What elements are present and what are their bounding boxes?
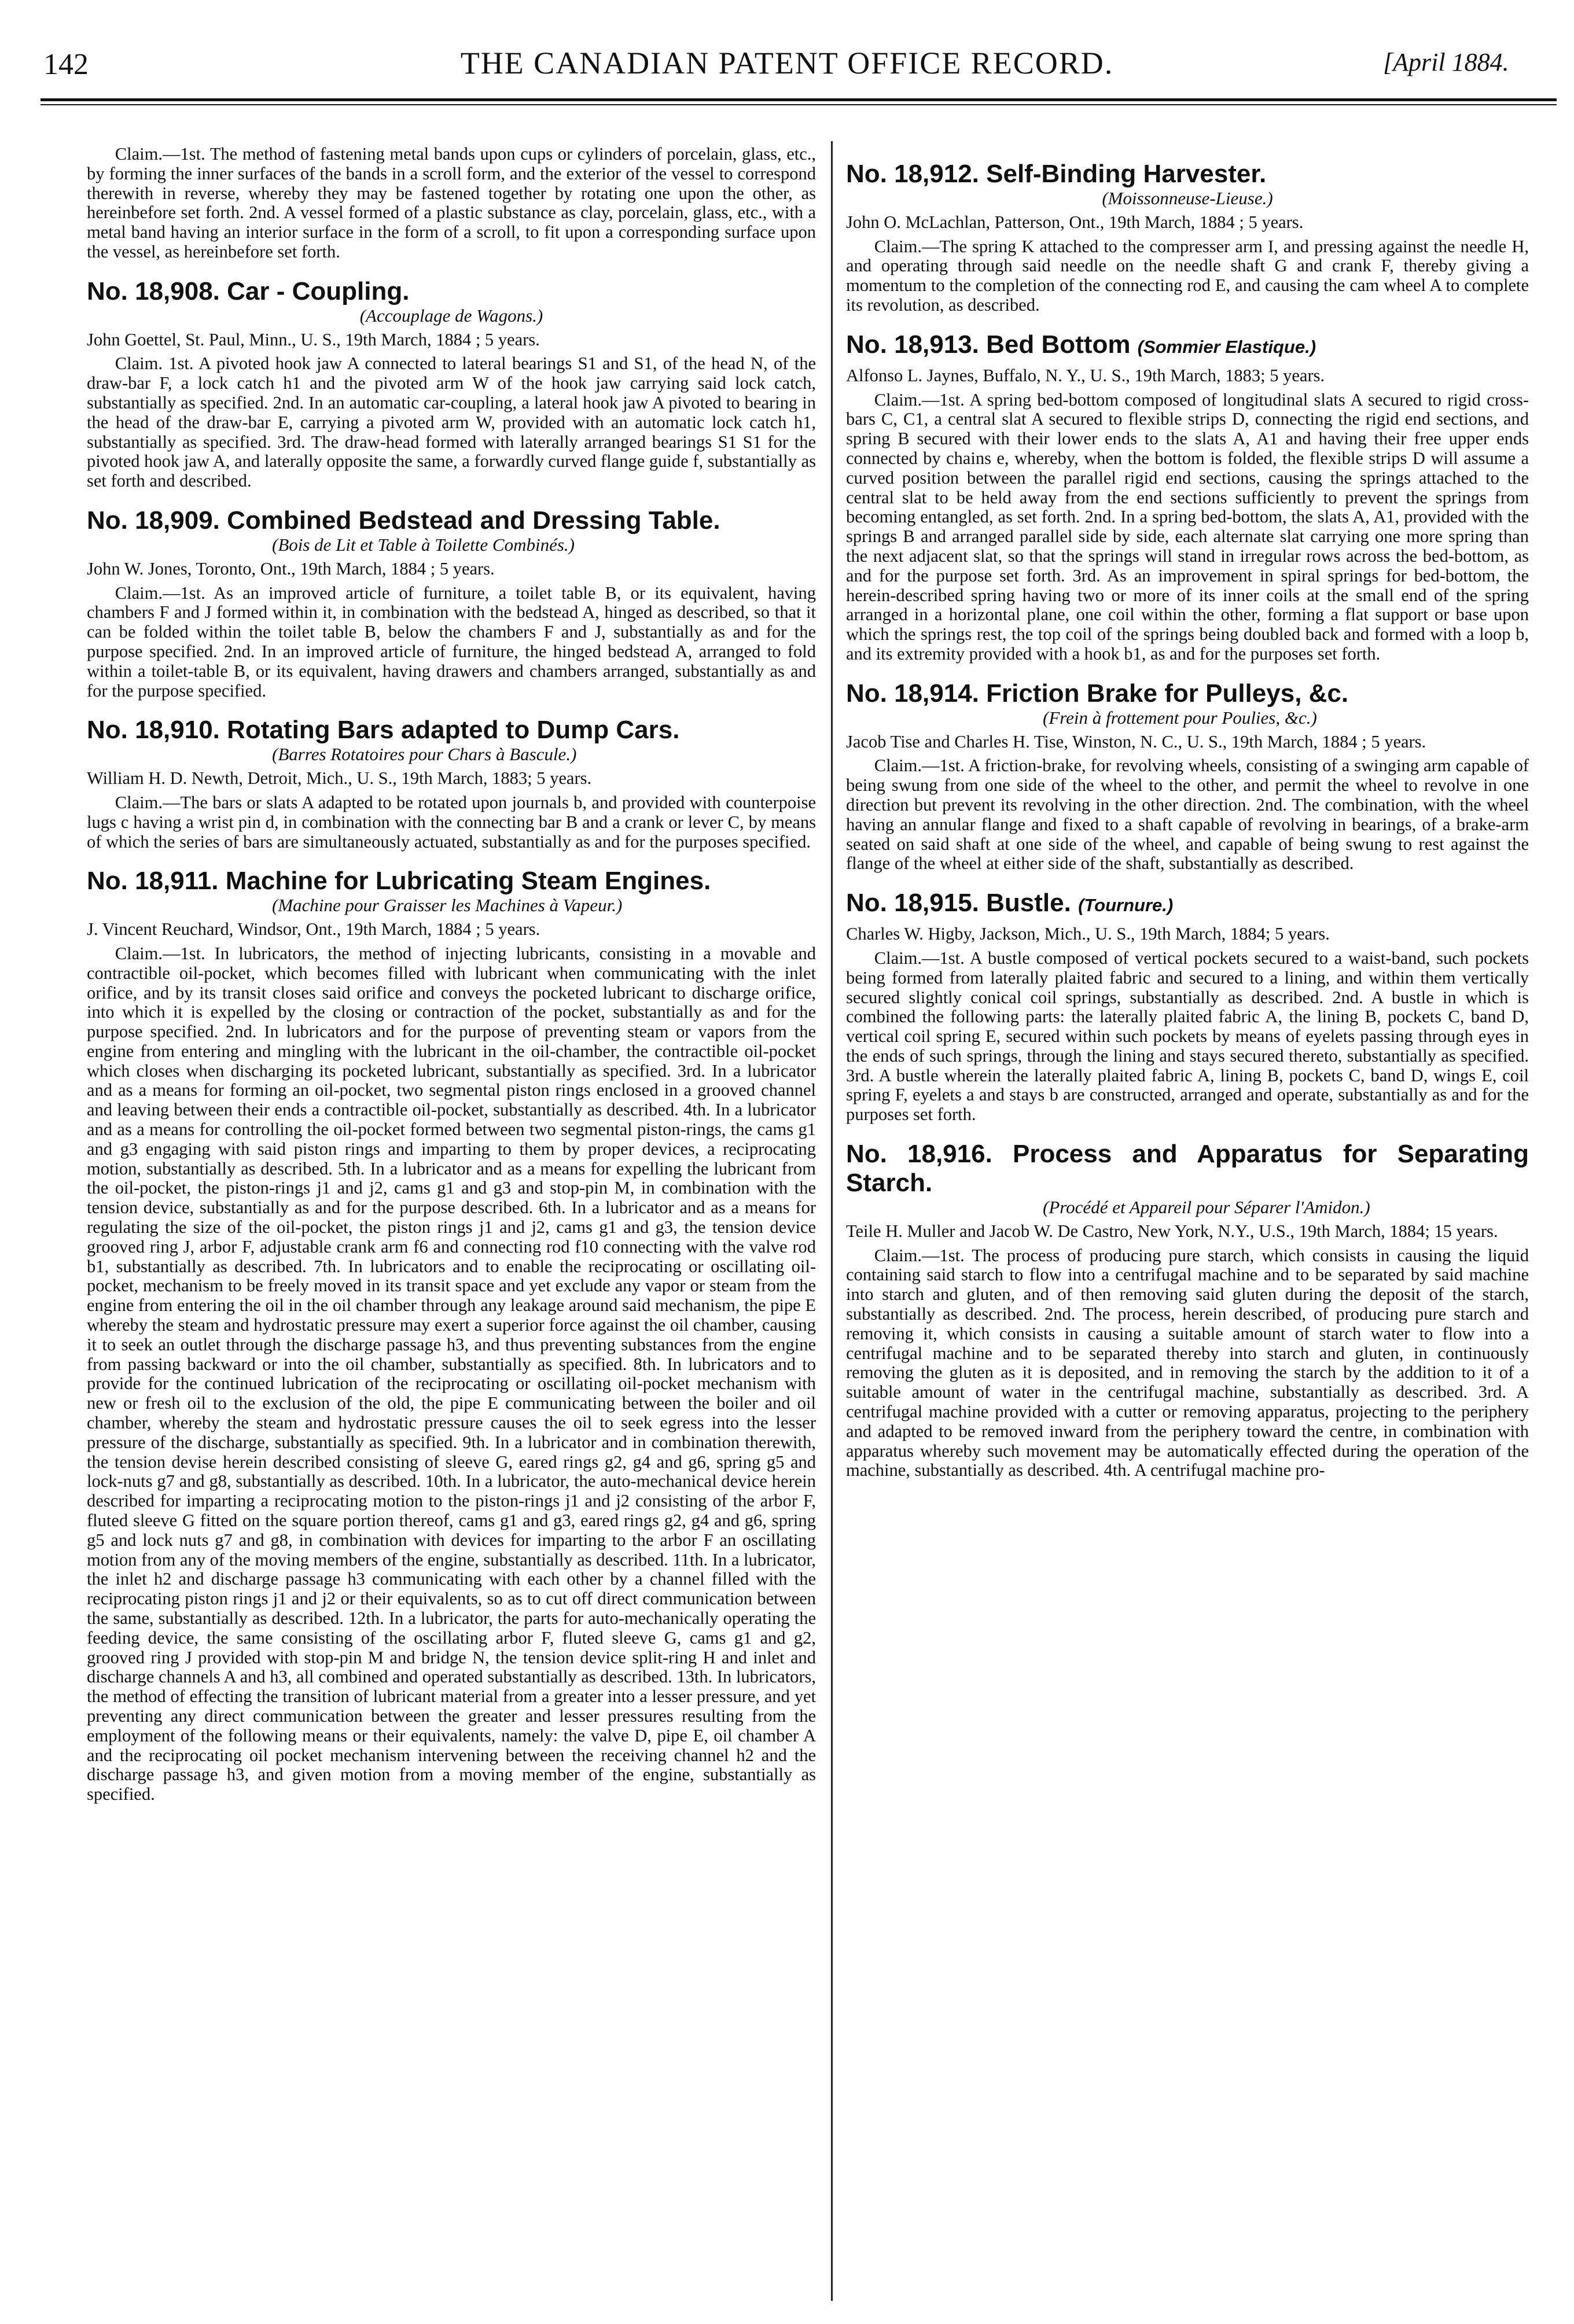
patent-subtitle: (Barres Rotatoires pour Chars à Bascule.) xyxy=(272,744,577,765)
patent-inventor: Alfonso L. Jaynes, Buffalo, N. Y., U. S., 19th March, 1883; 5 years. xyxy=(846,365,1325,385)
patent-title: Bustle. xyxy=(986,889,1071,918)
patent-entry xyxy=(846,679,1529,874)
patent-title: Machine for Lubricating Steam Engines. xyxy=(225,867,711,896)
patent-entry xyxy=(87,506,816,701)
column-divider xyxy=(831,141,833,2301)
patent-inventor: William H. D. Newth, Detroit, Mich., U. S., 19th March, 1883; 5 years. xyxy=(87,768,592,789)
issue-date: [April 1884. xyxy=(1383,48,1509,76)
patent-heading xyxy=(87,506,816,535)
patent-subtitle: (Procédé et Appareil pour Séparer l'Amidon.) xyxy=(1043,1197,1370,1218)
left-column xyxy=(87,145,816,2307)
patent-entry xyxy=(846,1140,1529,1480)
patent-inventor: J. Vincent Reuchard, Windsor, Ont., 19th March, 1884 ; 5 years. xyxy=(87,919,540,940)
patent-title: Bed Bottom xyxy=(986,330,1131,359)
patent-heading xyxy=(846,679,1529,708)
patent-title: Self-Binding Harvester. xyxy=(986,160,1267,188)
patent-subtitle: (Accouplage de Wagons.) xyxy=(359,305,543,326)
patent-claim: Claim. 1st. A pivoted hook jaw A connected to lateral bearings S1 and S1, of the head N, of the draw-bar F, a lock catch h1 and the pivoted arm W of the hook jaw carrying said lock catch, substantially as specified. 2nd. In an automatic car-coupling, a lateral hook jaw A pivoted to bearing in the head of the draw-bar E, carrying a pivoted arm W, provided with an automatic lock catch h1, substantially as specified. 3rd. The draw-head formed with laterally arranged bearings S1 S1 for the pivoted hook jaw A, and laterally opposite the same, a forwardly curved flange guide f, substantially as set forth and described. xyxy=(87,353,816,491)
right-column xyxy=(846,145,1529,2307)
patent-title: Process and Apparatus for Separating Starch. xyxy=(846,1140,1529,1198)
page-number: 142 xyxy=(43,48,89,81)
patent-entry xyxy=(846,889,1529,1125)
patent-inventor: Charles W. Higby, Jackson, Mich., U. S., 19th March, 1884; 5 years. xyxy=(846,924,1330,944)
opening-claim: Claim.—1st. The method of fastening metal bands upon cups or cylinders of porcelain, glass, etc., by forming the inner surfaces of the bands in a scroll form, and the exterior of the vessel to correspond therewith in reverse, whereby they may be fastened together by rotating one upon the other, as hereinbefore set forth. 2nd. A vessel formed of a plastic substance as clay, porcelain, glass, etc., with a metal band having an interior surface in the form of a scroll, to fit upon a corresponding surface upon the vessel, as hereinbefore set forth. xyxy=(87,145,816,262)
patent-inventor: John Goettel, St. Paul, Minn., U. S., 19th March, 1884 ; 5 years. xyxy=(87,329,540,349)
patent-claim: Claim.—1st. A friction-brake, for revolving wheels, consisting of a swinging arm capable of being swung from one side of the wheel to the other, and permit the wheel to revolve in one direction but prevent its revolving in the other direction. 2nd. The combination, with the wheel having an annular flange and fixed to a shaft capable of revolving in bearings, of a brake-arm seated on said shaft at one side of the wheel, and capable of being swung to rest against the flange of the wheel at either side of the shaft, substantially as described. xyxy=(846,756,1529,874)
patent-number: No. 18,912. xyxy=(846,160,979,188)
patent-number: No. 18,910. xyxy=(87,716,220,745)
patent-heading xyxy=(846,330,1529,362)
header-rule-top xyxy=(41,98,1557,101)
patent-claim: Claim.—The spring K attached to the compresser arm I, and pressing against the needle H, and operating through said needle on the needle shaft G and crank F, thereby giving a momentum to the completion of the connecting rod E, and causing the cam wheel A to complete its revolution, as described. xyxy=(846,236,1529,315)
patent-claim: Claim.—1st. A bustle composed of vertical pockets secured to a waist-band, such pockets being formed from laterally plaited fabric and secured to a lining, and within them vertically secured slightly conical coil springs, substantially as described. 2nd. A bustle in which is combined the following parts: the laterally plaited fabric A, the lining B, pockets C, band D, vertical coil spring E, secured within such pockets by means of eyelets passing through eyes in the ends of such springs, through the lining and stays secured thereto, substantially as specified. 3rd. A bustle wherein the laterally plaited fabric A, lining B, pockets C, band D, wings E, coil spring F, eyelets a and stays b are constructed, arranged and operate, substantially as and for the purposes set forth. xyxy=(846,948,1529,1125)
patent-heading xyxy=(846,1140,1529,1198)
patent-title: Friction Brake for Pulleys, &c. xyxy=(986,679,1349,708)
patent-heading xyxy=(87,277,816,306)
patent-heading xyxy=(87,867,816,896)
patent-inventor: Jacob Tise and Charles H. Tise, Winston, N. C., U. S., 19th March, 1884 ; 5 years. xyxy=(846,731,1426,752)
patent-subtitle: (Tournure.) xyxy=(1078,895,1174,916)
patent-number: No. 18,909. xyxy=(87,506,220,535)
patent-number: No. 18,916. xyxy=(846,1140,992,1169)
patent-subtitle: (Moissonneuse-Lieuse.) xyxy=(1102,188,1273,208)
patent-entry xyxy=(846,160,1529,315)
patent-subtitle: (Machine pour Graisser les Machines à Vapeur.) xyxy=(272,895,623,916)
patent-heading xyxy=(846,160,1529,189)
patent-entry xyxy=(87,277,816,491)
patent-title: Car - Coupling. xyxy=(227,277,410,305)
patent-claim: Claim.—1st. As an improved article of furniture, a toilet table B, or its equivalent, having chambers F and J formed within it, in combination with the bedstead A, hinged as described, so that it can be folded within the toilet table B, below the chambers F and J, substantially as and for the purpose specified. 2nd. In an improved article of furniture, the hinged bedstead A, arranged to fold within a toilet-table B, or its equivalent, having drawers and chambers arranged, substantially as and for the purpose specified. xyxy=(87,583,816,701)
patent-title: Combined Bedstead and Dressing Table. xyxy=(227,506,720,535)
patent-claim: Claim.—1st. In lubricators, the method of injecting lubricants, consisting in a movable and contractible oil-pocket, which becomes filled with lubricant when communicating with the inlet orifice, and by its transit closes said orifice and conveys the pocketed lubricant to discharge orifice, into which it is expelled by the closing or contraction of the pocket, substantially as and for the purpose specified. 2nd. In lubricators and for the purpose of preventing steam or vapors from the engine from entering and mingling with the lubricant in the oil-chamber, the contractible oil-pocket which closes when discharging its pocketed lubricant, substantially as specified. 3rd. In a lubricator and as a means for forming an oil-pocket, two segmental piston rings enclosed in a grooved channel and leaving between their ends a contractible oil-pocket, substantially as described. 4th. In a lubricator and as a means for controlling the oil-pocket formed between two segmental piston-rings, the cams g1 and g3 engaging with said piston rings and imparting to them by proper devices, a reciprocating motion, substantially as described. 5th. In a lubricator and as a means for expelling the lubricant from the oil-pocket, the piston-rings j1 and j2, cams g1 and g3 and stop-pin M, in combination with the tension device, substantially as and for the purpose described. 6th. In a lubricator and as a means for regulating the size of the oil-pocket, the piston rings j1 and j2, cams g1 and g3, the tension device grooved ring J, arbor F, adjustable crank arm f6 and connecting rod f10 connecting with the valve rod b1, substantially as described. 7th. In lubricators and to enable the reciprocating or oscillating oil-pocket, mechanism to be freely moved in its transit space and yet exclude any vapor or steam from the engine from entering the oil in the oil chamber through any leakage around said mechanism, the pipe E whereby the steam and hydrostatic pressure may exert a superior force against the oil chamber, causing it to seek an outlet through the discharge passage h3, and thus preventing substances from the engine from passing backward or into the oil chamber, substantially as specified. 8th. In lubricators and to provide for the continued lubrication of the reciprocating or oscillating oil-pocket mechanism with new or fresh oil to the exclusion of the old, the pipe E communicating between the boiler and oil chamber, whereby the steam and hydrostatic pressure causes the oil to seek egress into the lesser pressure of the discharge, substantially as specified. 9th. In a lubricator and in combination therewith, the tension devise herein described consisting of sleeve G, eared rings g2, g4 and g6, spring g5 and lock-nuts g7 and g8, substantially as described. 10th. In a lubricator, the auto-mechanical device herein described for imparting a reciprocating motion to the piston-rings j1 and j2 consisting of the arbor F, fluted sleeve G fitted on the square portion thereof, cams g1 and g3, eared rings g2, g4 and g6, spring g5 and lock nuts g7 and g8, in combination with devices for imparting to the arbor F an oscillating motion from any of the moving members of the engine, substantially as described. 11th. In a lubricator, the inlet h2 and discharge passage h3 communicating with each other by a channel filled with the reciprocating piston rings j1 and j2 or their equivalents, so as to cut off direct communication between the same, substantially as described. 12th. In a lubricator, the parts for auto-mechanically operating the feeding device, the same consisting of the oscillating arbor F, fluted sleeve G, cams g1 and g2, grooved ring J provided with stop-pin M and bridge N, the tension device split-ring H and inlet and discharge channels A and h3, all combined and operated substantially as described. 13th. In lubricators, the method of effecting the transition of lubricant material from a greater into a lesser pressure, and yet preventing any direct communication between the greater and lesser pressures resulting from the employment of the following means or their equivalents, namely: the valve D, pipe E, oil chamber A and the reciprocating oil pocket mechanism intervening between the receiving channel h2 and the discharge passage h3, and given motion from a moving member of the engine, substantially as specified. xyxy=(87,943,816,1804)
patent-number: No. 18,915. xyxy=(846,889,979,918)
patent-subtitle: (Sommier Elastique.) xyxy=(1137,336,1316,357)
patent-title: Rotating Bars adapted to Dump Cars. xyxy=(227,716,680,745)
patent-claim: Claim.—The bars or slats A adapted to be rotated upon journals b, and provided with counterpoise lugs c having a wrist pin d, in combination with the connecting bar B and a crank or lever C, by means of which the series of bars are simultaneously actuated, substantially as and for the purposes specified. xyxy=(87,792,816,852)
patent-entry xyxy=(87,867,816,1804)
patent-heading xyxy=(87,716,816,745)
patent-subtitle: (Bois de Lit et Table à Toilette Combinés.) xyxy=(272,534,575,555)
patent-number: No. 18,914. xyxy=(846,679,979,708)
header-rule-bottom xyxy=(41,104,1557,105)
patent-entry xyxy=(87,716,816,852)
patent-entry xyxy=(846,330,1529,664)
patent-number: No. 18,913. xyxy=(846,330,979,359)
patent-inventor: John W. Jones, Toronto, Ont., 19th March, 1884 ; 5 years. xyxy=(87,558,495,579)
patent-claim: Claim.—1st. A spring bed-bottom composed of longitudinal slats A secured to rigid cross-bars C, C1, a central slat A secured to flexible strips D, connecting the rigid end sections, and spring B secured with their lower ends to the slats A, A1 and having their free upper ends connected by chains e, whereby, when the bottom is folded, the flexible strips D will assume a curved position between the parallel rigid end sections, causing the springs attached to the central slat to be held away from the end sections sufficiently to prevent the springs from becoming entangled, as set forth. 2nd. In a spring bed-bottom, the slats A, A1, provided with the springs B and arranged parallel side by side, each alternate slat carrying one more spring than the next adjacent slat, so that the springs will stand in irregular rows across the bed-bottom, as and for the purpose set forth. 3rd. As an improvement in spiral springs for bed-bottom, the herein-described spring having two or more of its inner coils at the small end of the spring arranged in a horizontal plane, one coil within the other, forming a flat support or base upon which the springs rest, the top coil of the springs being doubled back and formed with a loop b, and its extremity provided with a hook b1, as and for the purposes set forth. xyxy=(846,389,1529,664)
patent-subtitle: (Frein à frottement pour Poulies, &c.) xyxy=(1043,707,1317,728)
patent-inventor: John O. McLachlan, Patterson, Ont., 19th March, 1884 ; 5 years. xyxy=(846,212,1304,232)
patent-number: No. 18,908. xyxy=(87,277,220,305)
patent-heading xyxy=(846,889,1529,920)
journal-title: THE CANADIAN PATENT OFFICE RECORD. xyxy=(460,46,1114,80)
patent-inventor: Teile H. Muller and Jacob W. De Castro, New York, N.Y., U.S., 19th March, 1884; 15 years. xyxy=(846,1221,1498,1241)
patent-claim: Claim.—1st. The process of producing pure starch, which consists in causing the liquid containing said starch to flow into a centrifugal machine and to be separated by said machine into starch and gluten, and of then removing said gluten during the deposit of the starch, substantially as described. 2nd. The process, herein described, of producing pure starch and removing it, which consists in causing a suitable amount of starch water to flow into a centrifugal machine and to be separated thereby into starch and gluten, in continuously removing the gluten as it is deposited, and in removing the starch by the addition to it of a suitable amount of water in the centrifugal machine, substantially as described. 3rd. A centrifugal machine provided with a cutter or removing apparatus, projecting to the periphery and adapted to be removed inward from the periphery toward the centre, in combination with apparatus whereby such movement may be automatically effected during the operation of the machine, substantially as described. 4th. A centrifugal machine pro- xyxy=(846,1245,1529,1480)
patent-number: No. 18,911. xyxy=(87,867,219,896)
page-header xyxy=(0,0,1574,127)
